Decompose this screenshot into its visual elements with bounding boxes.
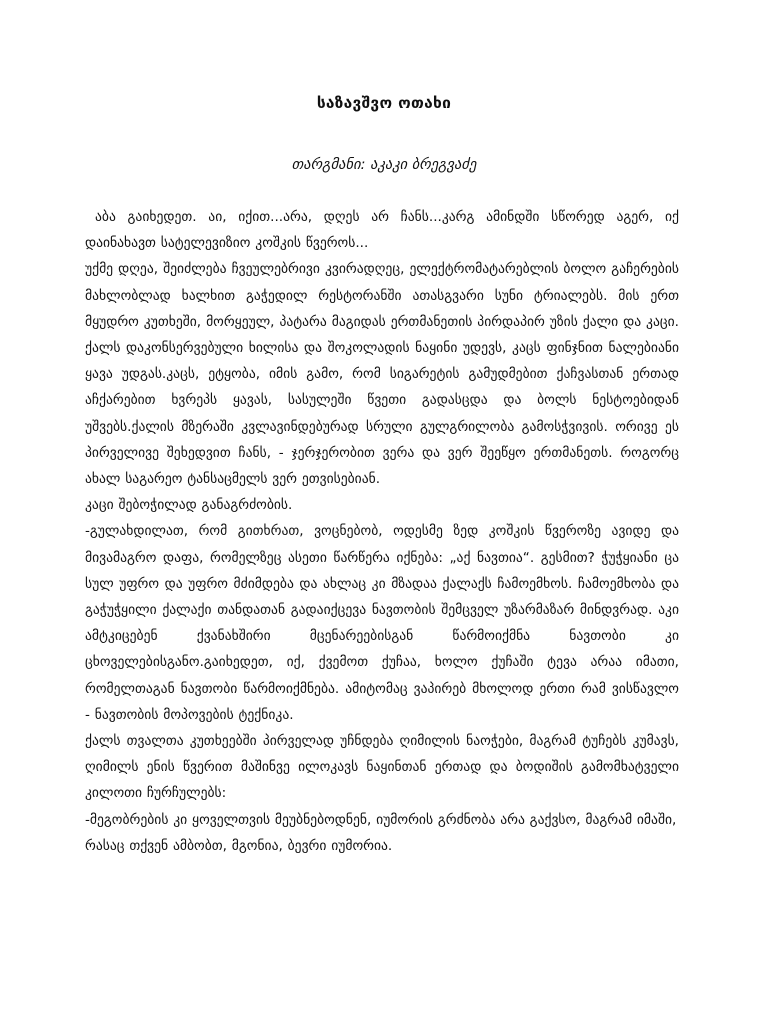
story-body xyxy=(85,204,679,859)
paragraph-5: ქალს თვალთა კუთხეებში პირველად უჩნდება ღიმილის ნაოჭები, მაგრამ ტუჩებს კუმავს, ღიმილს ენის წვერით მაშინვე ილოკავს ნაყინთან ერთად და ბოდიშის გამომხატველი კილოთი ჩურჩულებს: xyxy=(85,733,679,802)
translator-credit: თარგმანი: აკაკი ბრეგვაძე xyxy=(291,157,477,173)
story-title: საზავშვო ოთახი xyxy=(316,94,452,112)
paragraph-6: -მეგობრების კი ყოველთვის მეუბნებოდნენ, იუმორის გრძნობა არა გაქვსო, მაგრამ იმაში, რასაც თქვენ ამბობთ, მგონია, ბევრი იუმორია. xyxy=(85,811,677,854)
paragraph-3: კაცი შებოჭილად განაგრძობის. xyxy=(85,497,293,514)
paragraph-4: -გულახდილათ, რომ გითხრათ, ვოცნებობ, ოდესმე ზედ კოშკის წვეროზე ავიდე და მივამაგრო დაფა, რომელზეც ასეთი წარწერა იქნება: „აქ ნავთია“. გესმით? ჭუჭყიანი ცა სულ უფრო და უფრო მძიმდება და ახლაც კი მზადაა ქალაქს ჩამოემხოს. ჩამოემხობა და გაჭუჭყილი ქალაქი თანდათან გადაიქცევა ნავთობის შემცველ უზარმაზარ მინდვრად. აკი ამტკიცებენ ქვანახშირი მცენარეებისგან წარმოიქმნა ნავთობი კი ცხოველებისგანო.გაიხედეთ, იქ, ქვემოთ ქუჩაა, ხოლო ქუჩაში ტევა არაა იმათი, რომელთაგან ნავთობი წარმოიქმნება. ამიტომაც ვაპირებ მხოლოდ ერთი რამ ვისწავლო - ნავთობის მოპოვების ტექნიკა. xyxy=(85,523,679,723)
paragraph-2: უქმე დღეა, შეიძლება ჩვეულებრივი კვირადღეც, ელექტრომატარებლის ბოლო გაჩერების მახლობლად ხალხით გაჭედილ რესტორანში ათასგვარი სუნი ტრიალებს. მის ერთ მყუდრო კუთხეში, მორყეულ, პატარა მაგიდას ერთმანეთის პირდაპირ უზის ქალი და კაცი. ქალს დაკონსერვებული ხილისა და შოკოლადის ნაყინი უდევს, კაცს ფინჯნით ნალებიანი ყავა უდგას.კაცს, ეტყობა, იმის გამო, რომ სიგარეტის გამუდმებით ქაჩვასთან ერთად აჩქარებით ხვრეპს ყავას, სასულეში წვეთი გადასცდა და ბოლს ნესტოებიდან უშვებს.ქალის მზერაში კვლავინდებურად სრული გულგრილობა გამოსჭვივის. ორივე ეს პირველივე შეხედვით ჩანს, - ჯერჯერობით ვერა და ვერ შეეწყო ერთმანეთს. როგორც ახალ საგარეო ტანსაცმელს ვერ ეთვისებიან. xyxy=(85,261,679,488)
paragraph-1: აბა გაიხედეთ. აი, იქით...არა, დღეს არ ჩანს...კარგ ამინდში სწორედ აგერ, იქ დაინახავთ სატელევიზიო კოშკის წვეროს... xyxy=(85,209,679,252)
